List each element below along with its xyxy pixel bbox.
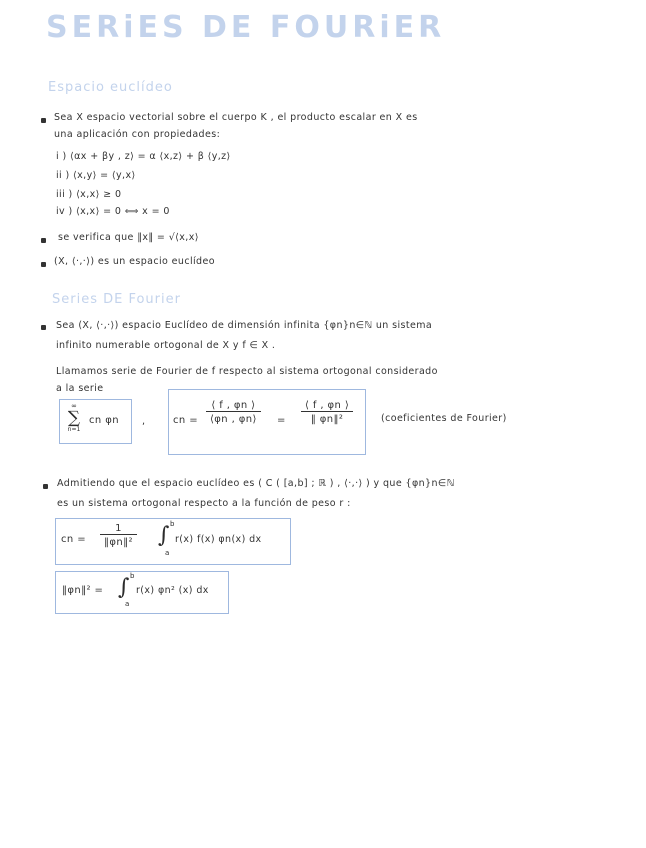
paragraph-1-line-1: Sea X espacio vectorial sobre el cuerpo K , el producto escalar en X es bbox=[54, 112, 418, 123]
integral-symbol: ∫ bbox=[158, 523, 170, 548]
property-4: iv ) ⟨x,x⟩ = 0 ⟺ x = 0 bbox=[56, 206, 170, 217]
integral-upper-limit: b bbox=[130, 572, 135, 580]
property-1: i ) ⟨αx + βy , z⟩ = α ⟨x,z⟩ + β ⟨y,z⟩ bbox=[56, 151, 231, 162]
paragraph-4-line-1: Sea (X, ⟨·,·⟩) espacio Euclídeo de dimensión infinita {φn}n∈ℕ un sistema bbox=[56, 320, 433, 331]
integral-upper-limit: b bbox=[170, 520, 175, 528]
bullet bbox=[41, 325, 46, 330]
paragraph-1-line-2: una aplicación con propiedades: bbox=[54, 129, 221, 140]
property-3: iii ) ⟨x,x⟩ ≥ 0 bbox=[56, 189, 122, 200]
integral-symbol: ∫ bbox=[118, 575, 130, 600]
sum-symbol-group bbox=[64, 402, 84, 433]
property-2: ii ) ⟨x,y⟩ = ⟨y,x⟩ bbox=[56, 170, 136, 181]
weighted-coefficient-box bbox=[55, 518, 291, 565]
fourier-coefficient-box bbox=[168, 389, 366, 455]
equals-sign: = bbox=[277, 415, 286, 426]
bullet bbox=[41, 118, 46, 123]
fourier-series-box bbox=[59, 399, 132, 444]
section-title-euclidean-space: Espacio euclídeo bbox=[48, 80, 173, 95]
fraction-1-denominator: ⟨φn , φn⟩ bbox=[206, 411, 261, 425]
coefficients-note: (coeficientes de Fourier) bbox=[381, 413, 507, 424]
bullet bbox=[41, 238, 46, 243]
fraction-3 bbox=[100, 523, 137, 548]
norm-statement: se verifica que ‖x‖ = √⟨x,x⟩ bbox=[58, 232, 199, 243]
paragraph-4-line-4: a la serie bbox=[56, 383, 104, 394]
bullet bbox=[43, 484, 48, 489]
sum-symbol: ∑ bbox=[67, 408, 81, 428]
comma: , bbox=[142, 416, 146, 427]
fraction-2 bbox=[301, 400, 353, 425]
fraction-2-numerator: ⟨ f , φn ⟩ bbox=[305, 400, 350, 411]
fraction-2-denominator: ‖ φn‖² bbox=[301, 411, 353, 425]
norm-lhs: ‖φn‖² = bbox=[62, 585, 104, 596]
sum-upper-limit: ∞ bbox=[71, 402, 77, 410]
paragraph-4-line-3: Llamamos serie de Fourier de f respecto al sistema ortogonal considerado bbox=[56, 366, 438, 377]
coefficient-lhs: cn = bbox=[173, 415, 198, 426]
page-title: SERiES DE FOURiER bbox=[46, 10, 446, 45]
norm-integral-box bbox=[55, 571, 229, 614]
bullet bbox=[41, 262, 46, 267]
paragraph-5-line-2: es un sistema ortogonal respecto a la función de peso r : bbox=[57, 498, 351, 509]
fraction-3-denominator: ‖φn‖² bbox=[100, 534, 137, 548]
integrand: r(x) f(x) φn(x) dx bbox=[175, 534, 262, 545]
paragraph-4-line-2: infinito numerable ortogonal de X y f ∈ X . bbox=[56, 340, 276, 351]
fraction-1 bbox=[206, 400, 261, 425]
coefficient-lhs: cn = bbox=[61, 534, 86, 545]
sum-lower-limit: n=1 bbox=[67, 426, 81, 433]
series-term: cn φn bbox=[89, 415, 119, 426]
paragraph-5-line-1: Admitiendo que el espacio euclídeo es ( C ( [a,b] ; ℝ ) , ⟨·,·⟩ ) y que {φn}n∈ℕ bbox=[57, 478, 455, 489]
fraction-3-numerator: 1 bbox=[115, 523, 122, 534]
fraction-1-numerator: ⟨ f , φn ⟩ bbox=[211, 400, 256, 411]
integrand: r(x) φn² (x) dx bbox=[136, 585, 209, 596]
euclidean-space-statement: (X, ⟨·,·⟩) es un espacio euclídeo bbox=[54, 256, 215, 267]
section-title-fourier-series: Series DE Fourier bbox=[52, 292, 181, 307]
integral-lower-limit: a bbox=[165, 549, 170, 557]
integral-lower-limit: a bbox=[125, 600, 130, 608]
